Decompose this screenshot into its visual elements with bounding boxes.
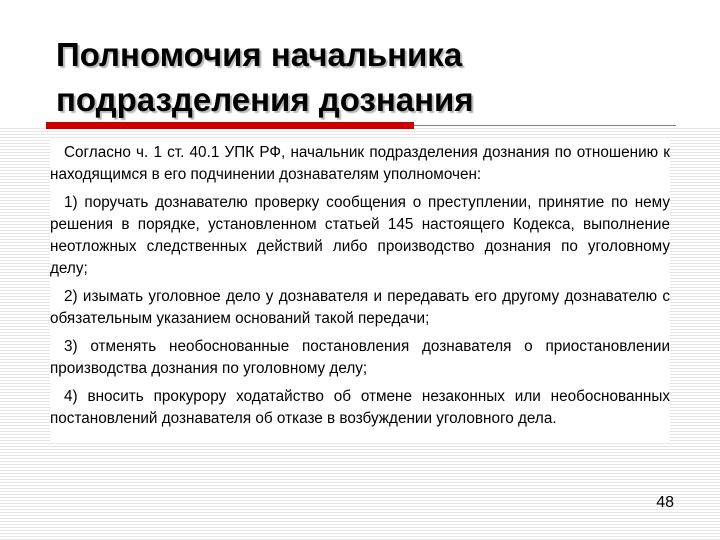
slide-body [50, 140, 670, 442]
list-item-3: 3) отменять необоснованные постановления дознавателя о приостановлении производства дознания по уголовному делу; [50, 338, 670, 377]
slide-title [56, 32, 676, 122]
intro-paragraph: Согласно ч. 1 ст. 40.1 УПК РФ, начальник подразделения дознания по отношению к находящимся в его подчинении дознавателям уполномочен: [50, 144, 670, 183]
list-item-1: 1) поручать дознавателю проверку сообщения о преступлении, принятие по нему решения в порядке, установленном статьей 145 настоящего Кодекса, выполнение неотложных следственных действий либо производство дознания по уголовному делу; [50, 194, 670, 277]
page-number: 48 [656, 494, 674, 511]
title-divider-line [414, 125, 676, 126]
slide-title-line-2: подразделения дознания [56, 81, 474, 118]
slide-title-line-1: Полномочия начальника [56, 36, 463, 73]
title-accent-bar [46, 122, 414, 129]
list-item-4: 4) вносить прокурору ходатайство об отмене незаконных или необоснованных постановлений дознавателя об отказе в возбуждении уголовного дела. [50, 388, 670, 427]
list-item-2: 2) изымать уголовное дело у дознавателя и передавать его другому дознавателю с обязательным указанием оснований такой передачи; [50, 288, 670, 327]
